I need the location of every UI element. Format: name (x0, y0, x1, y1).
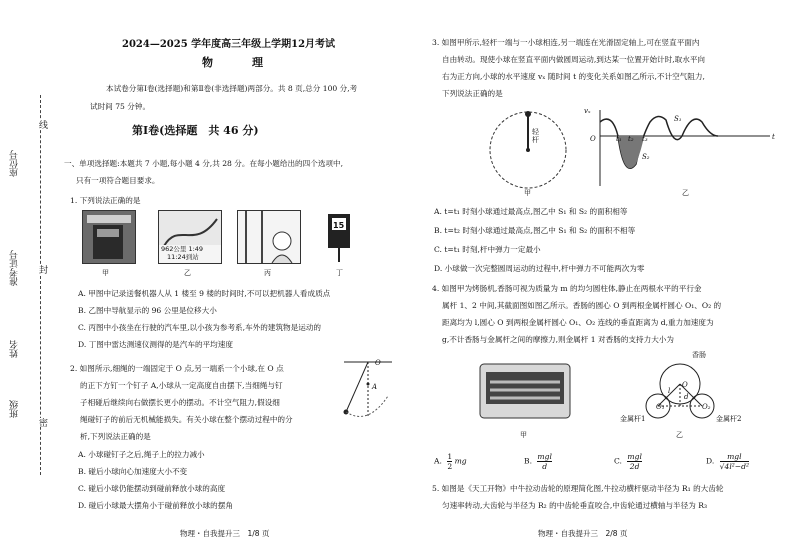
q2-label-o: O (375, 359, 381, 367)
left-footer: 物理・自我提升三 1/8 页 (180, 529, 270, 538)
section-line-2: 只有一项符合题目要求。 (76, 176, 160, 185)
q3-option-b: B. t=t₂ 时刻小球通过最高点,图乙中 S₁ 和 S₂ 的面积不相等 (434, 226, 636, 235)
q1-label-yi: 乙 (184, 269, 191, 277)
q3-options (434, 202, 794, 278)
q4-label-o: O (682, 381, 688, 389)
q1-photo-navigation (158, 210, 222, 264)
q4-option-c-fraction (627, 452, 642, 471)
q4-label-o2: O₂ (702, 403, 711, 411)
q5-stem-line-2: 匀速率转动,大齿轮与半径为 R₂ 的中齿轮垂直咬合,中齿轮通过横轴与半径为 R₃ (442, 501, 707, 510)
q3-origin: O (590, 135, 596, 143)
q4-stem-line-2: 属杆 1、2 中间,其截面图如图乙所示。香肠的圆心 O 到两根金属杆圆心 O₁、O₂ 的 (442, 301, 722, 310)
q4-option-b-fraction (537, 452, 552, 471)
q1-photo-radar (322, 210, 356, 262)
q4-grill-machine-photo (476, 360, 574, 422)
q4-option-a-fraction (447, 452, 452, 471)
q3-t2: t₂ (628, 135, 634, 143)
q4-option-c-label: C. (614, 456, 622, 466)
exam-number-label: 准考证号 (10, 250, 20, 286)
q4-options (434, 448, 794, 478)
q3-t1: t₁ (616, 135, 622, 143)
exam-intro (90, 80, 390, 116)
q1-option-d: D. 丁图中雷达测速仪测得的是汽车的平均速度 (78, 340, 233, 349)
q2-stem-line-5: 析,下列说法正确的是 (80, 432, 151, 441)
q2-stem-line-2: 的正下方钉一个钉子 A,小球从一定高度自由摆下,当细绳与钉 (80, 381, 283, 390)
q2-options (78, 446, 378, 514)
q2-stem-line-1: 2. 如图所示,细绳的一端固定于 O 点,另一端系一个小球,在 O 点 (70, 364, 284, 373)
section-line-1: 一、单项选择题:本题共 7 小题,每小题 4 分,共 28 分。在每小题给出的四个选项中, (64, 159, 344, 168)
q4-option-c-numerator: mgl (627, 452, 642, 461)
q1-label-bing: 丙 (264, 269, 271, 277)
q3-rod-label: 轻杆 (532, 128, 539, 144)
q4-option-a-tail: mg (454, 456, 467, 466)
nav-distance-text: 962公里 1:49 (161, 245, 204, 253)
robot-image (83, 211, 135, 263)
q3-label-jia: 甲 (524, 189, 531, 197)
q4-stem-line-1: 4. 如图甲为烤肠机,香肠可视为质量为 m 的均匀圆柱体,静止在两根水平的平行金 (432, 284, 702, 293)
q3-stem-line-1: 3. 如图甲所示,轻杆一端与一小球相连,另一端连在光滑固定轴上,可在竖直平面内 (432, 38, 700, 47)
q1-option-b: B. 乙图中导航显示的 96 公里是位移大小 (78, 306, 217, 315)
q3-option-d: D. 小球做一次完整圆周运动的过程中,杆中弹力不可能两次为零 (434, 264, 645, 273)
q4-option-d-denominator: √4l²−d² (719, 462, 750, 471)
q3-axis-t: t (772, 133, 775, 141)
q4-stem-line-4: g,不计香肠与金属杆之间的摩擦力,则金属杆 1 对香肠的支持力大小为 (442, 335, 674, 344)
q2-option-a: A. 小球碰钉子之后,绳子上的拉力减小 (78, 450, 205, 459)
radar-sign-number: 15 (333, 221, 345, 230)
q4-label-d: d (684, 393, 689, 401)
q4-stem-line-3: 距离均为 l,圆心 O 到两根金属杆圆心 O₁、O₂ 连线的垂直距离为 d,重力加速度为 (442, 318, 714, 327)
subject-title: 物 理 (202, 56, 277, 69)
q4-option-d-label: D. (706, 456, 715, 466)
binding-strip (0, 0, 60, 554)
intro-line-2: 试时间 75 分钟。 (90, 102, 151, 111)
q4-option-b-numerator: mgl (537, 452, 552, 461)
nav-arrival-text: 11:24到站 (167, 253, 199, 261)
q4-option-c (614, 452, 642, 471)
q4-option-b-label: B. (524, 456, 532, 466)
q3-s1: S₁ (674, 115, 682, 123)
q1-stem: 1. 下列说法正确的是 (70, 196, 141, 205)
q3-axis-vx: vₓ (584, 107, 591, 115)
q3-stem-line-3: 右为正方向,小球的水平速度 vₓ 随时间 t 的变化关系如图乙所示,不计空气阻力, (442, 72, 705, 81)
q1-options (78, 285, 398, 353)
q4-option-a (434, 452, 467, 471)
q4-option-d (706, 452, 749, 471)
q4-option-a-numerator: 1 (447, 452, 453, 461)
seal-mark-seal: 封 (37, 265, 47, 274)
intro-line-1: 本试卷分第Ⅰ卷(选择题)和第Ⅱ卷(非选择题)两部分。共 8 页,总分 100 分,考 (106, 84, 358, 93)
q5-stem-line-1: 5. 如图是《天工开物》中牛拉动齿轮的原理简化图,牛拉动横杆驱动半径为 R₁ 的大齿轮 (432, 484, 724, 493)
q4-option-c-denominator: 2d (629, 462, 640, 471)
q1-option-c: C. 丙图中小孩坐在行驶的汽车里,以小孩为参考系,车外的建筑物是运动的 (78, 323, 322, 332)
q3-label-yi: 乙 (682, 189, 689, 197)
q2-label-a: A (372, 383, 378, 391)
part-title: 第Ⅰ卷(选择题 共 46 分) (132, 124, 259, 137)
q1-photo-child-in-car (237, 210, 301, 264)
q3-s2: S₂ (642, 153, 650, 161)
q3-stem (432, 34, 797, 102)
q4-option-b (524, 452, 552, 471)
q4-label-o1: O₁ (656, 403, 665, 411)
q4-option-d-numerator: mgl (720, 452, 749, 462)
q4-label-yi: 乙 (676, 431, 683, 439)
q5-stem (432, 480, 800, 514)
q4-label-jia: 甲 (520, 431, 527, 439)
seal-mark-line: 线 (37, 120, 47, 129)
exam-title: 2024—2025 学年度高三年级上学期12月考试 (122, 39, 336, 50)
q4-option-a-denominator: 2 (447, 462, 453, 471)
q4-option-a-label: A. (434, 456, 442, 466)
q4-option-d-fraction (720, 452, 749, 471)
q3-stem-line-4: 下列说法正确的是 (442, 89, 503, 98)
q1-label-ding: 丁 (336, 269, 343, 277)
q2-stem (70, 360, 340, 445)
q4-sausage-label: 香肠 (692, 351, 706, 359)
q3-t3: t₃ (642, 135, 648, 143)
left-page (62, 0, 392, 554)
q3-stem-line-2: 自由转动。现使小球在竖直平面内做圆周运动,到达某一位置开始计时,取水平向 (442, 55, 706, 64)
radar-sign-image (322, 210, 356, 262)
q4-rod2-label: 金属杆2 (716, 415, 742, 423)
q2-stem-line-4: 绳碰钉子的前后无机械能损失。有关小球在整个摆动过程中的分 (80, 415, 293, 424)
q1-label-jia: 甲 (102, 269, 109, 277)
q3-vx-t-graph (592, 108, 772, 190)
q2-option-b: B. 碰后小球向心加速度大小不变 (78, 467, 188, 476)
q1-photo-robot (82, 210, 136, 264)
q3-option-c: C. t=t₁ 时刻,杆中弹力一定最小 (434, 245, 541, 254)
q2-option-d: D. 碰后小球最大摆角小于碰前释放小球的摆角 (78, 501, 233, 510)
q1-option-a: A. 甲图中记录送餐机器人从 1 楼至 9 楼的时间时,不可以把机器人看成质点 (78, 289, 331, 298)
child-in-car-image (238, 211, 300, 263)
q3-figure-circle (478, 108, 578, 198)
q4-option-b-denominator: d (542, 462, 548, 471)
q4-rod1-label: 金属杆1 (620, 415, 646, 423)
right-page (420, 0, 792, 554)
q3-option-a: A. t=t₁ 时刻小球通过最高点,图乙中 S₁ 和 S₂ 的面积相等 (434, 207, 628, 216)
seal-mark-close: 密 (37, 418, 47, 427)
class-label: 班级 (10, 400, 20, 418)
q2-option-c: C. 碰后小球仍能摆动到碰前释放小球的高度 (78, 484, 226, 493)
q2-pendulum-figure (340, 356, 396, 426)
seat-label: 座位号 (10, 150, 20, 177)
name-label: 姓名 (10, 340, 20, 358)
section-instructions (64, 155, 394, 189)
right-footer: 物理・自我提升三 2/8 页 (538, 529, 628, 538)
q4-stem (432, 280, 797, 348)
q4-label-l: l (668, 387, 671, 395)
q2-stem-line-3: 子相碰后继续向右做摆长更小的摆动。不计空气阻力,假设细 (80, 398, 280, 407)
